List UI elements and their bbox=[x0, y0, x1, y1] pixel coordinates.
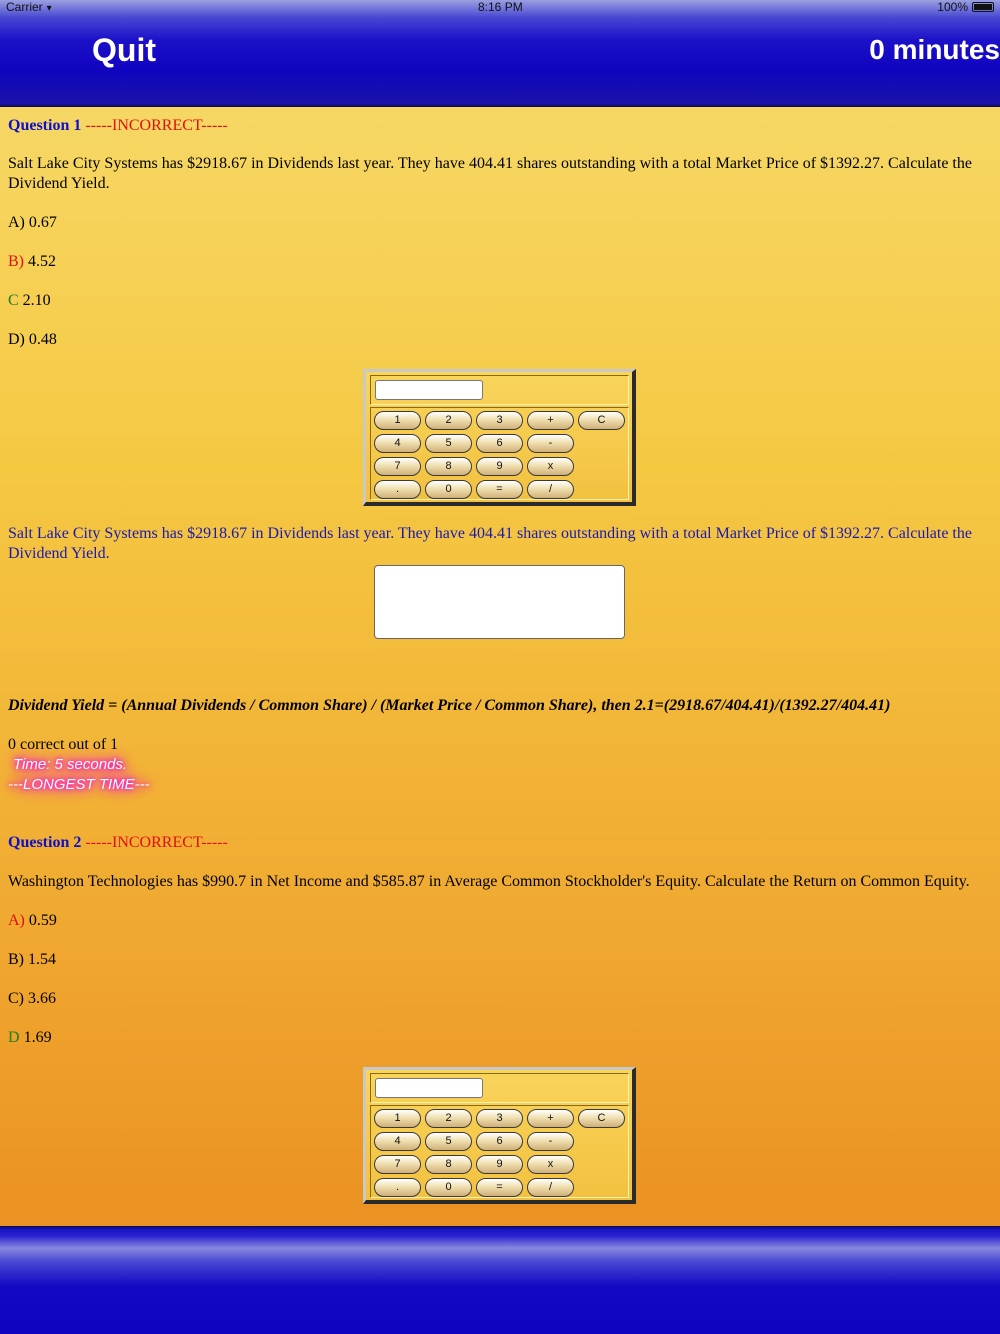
calc-key-8[interactable]: 8 bbox=[425, 1155, 472, 1174]
carrier-label bbox=[6, 0, 52, 14]
option-key: C) bbox=[8, 990, 24, 1007]
option-value: 4.52 bbox=[28, 253, 56, 270]
option-value: 3.66 bbox=[28, 990, 56, 1007]
question-1-explanation: Dividend Yield = (Annual Dividends / Common Share) / (Market Price / Common Share), then 2.1=(2918.67/404.41)/(1392.27/404.41) bbox=[8, 697, 891, 714]
calc-key-9[interactable]: 9 bbox=[476, 457, 523, 476]
calc-key-plus[interactable]: + bbox=[527, 1109, 574, 1128]
calc-key-4[interactable]: 4 bbox=[374, 434, 421, 453]
q1-option-a[interactable] bbox=[8, 213, 57, 233]
quit-button[interactable]: Quit bbox=[92, 32, 156, 68]
calc-key-4[interactable]: 4 bbox=[374, 1132, 421, 1151]
calc-key-decimal[interactable]: . bbox=[374, 1178, 421, 1197]
option-value: 0.59 bbox=[28, 912, 57, 929]
calc-key-0[interactable]: 0 bbox=[425, 480, 472, 499]
q2-option-d[interactable] bbox=[8, 1028, 52, 1048]
calc-key-minus[interactable]: - bbox=[527, 434, 574, 453]
calc-key-divide[interactable]: / bbox=[527, 1178, 574, 1197]
status-time: 8:16 PM bbox=[478, 0, 523, 14]
bottom-bar bbox=[0, 1226, 1000, 1334]
longest-time-label: ---LONGEST TIME--- bbox=[8, 776, 150, 793]
calculator-1 bbox=[363, 369, 636, 506]
battery-percent: 100% bbox=[937, 0, 968, 14]
q2-option-b[interactable] bbox=[8, 950, 56, 970]
option-value: 0.67 bbox=[28, 214, 57, 231]
calc-key-divide[interactable]: / bbox=[527, 480, 574, 499]
option-value: 1.54 bbox=[28, 951, 56, 968]
calc-key-equals[interactable]: = bbox=[476, 480, 523, 499]
status-bar bbox=[0, 0, 1000, 16]
calc-key-8[interactable]: 8 bbox=[425, 457, 472, 476]
calc-key-3[interactable]: 3 bbox=[476, 411, 523, 430]
score-label: 0 correct out of 1 bbox=[8, 736, 119, 753]
calculator-2 bbox=[363, 1067, 636, 1204]
question-1-text: Salt Lake City Systems has $2918.67 in Dividends last year. They have 404.41 shares outstanding with a total Market Price of $1392.27. Calculate the Dividend Yield. bbox=[8, 155, 972, 192]
calculator-display[interactable] bbox=[375, 380, 483, 400]
calculator-display-frame bbox=[370, 1073, 629, 1103]
calc-key-decimal[interactable]: . bbox=[374, 480, 421, 499]
option-key: B) bbox=[8, 253, 24, 270]
calc-key-9[interactable]: 9 bbox=[476, 1155, 523, 1174]
question-1-header bbox=[8, 116, 228, 136]
q2-option-c[interactable] bbox=[8, 989, 56, 1009]
calc-key-equals[interactable]: = bbox=[476, 1178, 523, 1197]
calc-key-6[interactable]: 6 bbox=[476, 434, 523, 453]
calc-key-clear[interactable]: C bbox=[578, 1109, 625, 1128]
calc-key-clear[interactable]: C bbox=[578, 411, 625, 430]
option-value: 1.69 bbox=[23, 1029, 52, 1046]
time-label: Time: 5 seconds. bbox=[13, 756, 128, 773]
calc-key-plus[interactable]: + bbox=[527, 411, 574, 430]
option-key: C bbox=[8, 292, 19, 309]
calc-key-3[interactable]: 3 bbox=[476, 1109, 523, 1128]
calc-key-5[interactable]: 5 bbox=[425, 1132, 472, 1151]
calc-key-2[interactable]: 2 bbox=[425, 1109, 472, 1128]
option-key: B) bbox=[8, 951, 24, 968]
wifi-icon: ▾ bbox=[46, 3, 52, 14]
calc-key-minus[interactable]: - bbox=[527, 1132, 574, 1151]
question-2-status: -----INCORRECT----- bbox=[85, 834, 228, 851]
option-key: A) bbox=[8, 912, 25, 929]
q1-option-c[interactable] bbox=[8, 291, 51, 311]
battery-icon bbox=[972, 2, 994, 12]
calculator-keypad bbox=[370, 407, 629, 500]
q2-option-a[interactable] bbox=[8, 911, 57, 931]
option-key: D) bbox=[8, 331, 25, 348]
calc-key-multiply[interactable]: x bbox=[527, 457, 574, 476]
option-key: D bbox=[8, 1029, 20, 1046]
question-2-header bbox=[8, 833, 228, 853]
q1-option-b[interactable] bbox=[8, 252, 56, 272]
calc-key-7[interactable]: 7 bbox=[374, 457, 421, 476]
calc-key-6[interactable]: 6 bbox=[476, 1132, 523, 1151]
question-2-label: Question 2 bbox=[8, 834, 82, 851]
carrier-text: Carrier bbox=[6, 0, 43, 14]
calc-key-2[interactable]: 2 bbox=[425, 411, 472, 430]
question-1-label: Question 1 bbox=[8, 117, 82, 134]
calc-key-1[interactable]: 1 bbox=[374, 411, 421, 430]
option-key: A) bbox=[8, 214, 25, 231]
top-bar bbox=[0, 0, 1000, 107]
option-value: 0.48 bbox=[28, 331, 57, 348]
question-1-repeat-text: Salt Lake City Systems has $2918.67 in Dividends last year. They have 404.41 shares outstanding with a total Market Price of $1392.27. Calculate the Dividend Yield. bbox=[8, 525, 972, 562]
answer-input[interactable] bbox=[374, 565, 625, 639]
option-value: 2.10 bbox=[22, 292, 51, 309]
calc-key-7[interactable]: 7 bbox=[374, 1155, 421, 1174]
calculator-display-frame bbox=[370, 375, 629, 405]
calculator-keypad bbox=[370, 1105, 629, 1198]
timer-label: 0 minutes bbox=[869, 34, 1000, 65]
calc-key-1[interactable]: 1 bbox=[374, 1109, 421, 1128]
calc-key-0[interactable]: 0 bbox=[425, 1178, 472, 1197]
question-2-text: Washington Technologies has $990.7 in Net Income and $585.87 in Average Common Stockholder's Equity. Calculate the Return on Common Equity. bbox=[8, 873, 970, 890]
calc-key-multiply[interactable]: x bbox=[527, 1155, 574, 1174]
calc-key-5[interactable]: 5 bbox=[425, 434, 472, 453]
question-1-status: -----INCORRECT----- bbox=[85, 117, 228, 134]
calculator-display[interactable] bbox=[375, 1078, 483, 1098]
q1-option-d[interactable] bbox=[8, 330, 57, 350]
